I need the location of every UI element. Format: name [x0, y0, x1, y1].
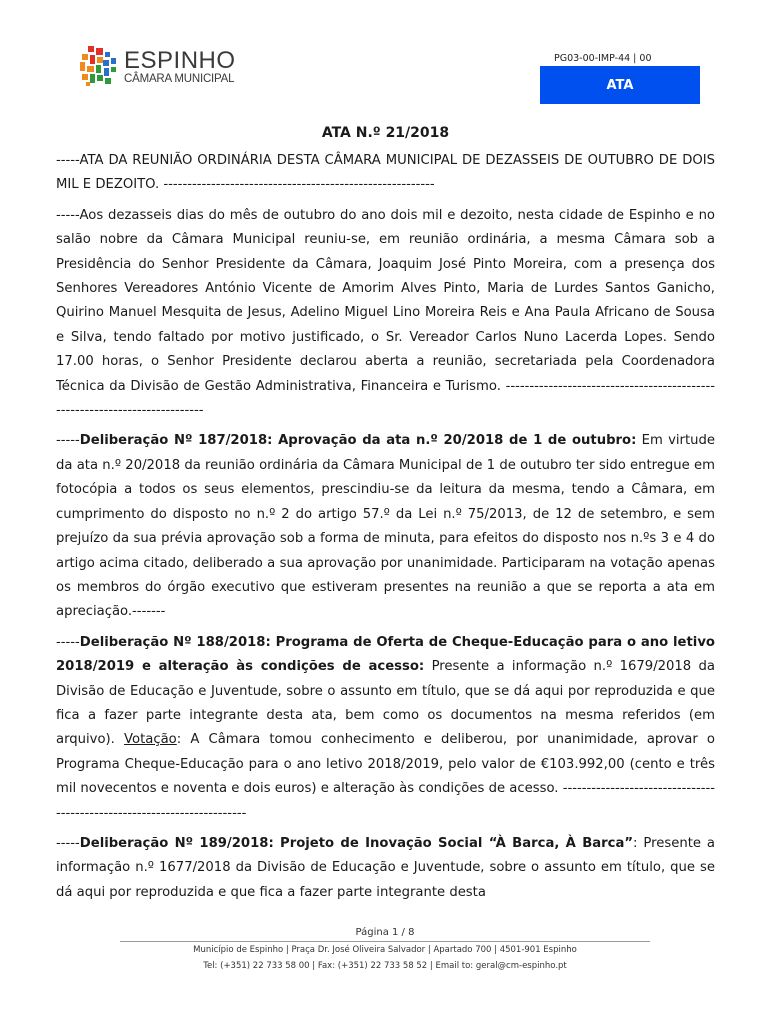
paragraph-meeting-title: -----ATA DA REUNIÃO ORDINÁRIA DESTA CÂMARA MUNICIPAL DE DEZASSEIS DE OUTUBRO DE DOIS MIL E DEZOITO. ---------------------------------------------------------	[56, 153, 715, 193]
deliberation-188	[56, 631, 715, 826]
document-code: PG03-00-IMP-44 | 00	[554, 53, 652, 64]
deliberation-188-text: Presente a informação n.º 1679/2018 da Divisão de Educação e Juventude, sobre o assunto em título, que se dá aqui por reproduzida e que fica a fazer parte integrante desta ata, bem como os documentos na mesma referidos (em arquivo).	[56, 659, 715, 748]
leading-dashes: -----	[56, 433, 80, 449]
paragraph-attendance: -----Aos dezasseis dias do mês de outubro do ano dois mil e dezoito, nesta cidade de Espinho e no salão nobre da Câmara Municipal reuniu-se, em reunião ordinária, a mesma Câmara sob a Presidência do Senhor Presidente da Câmara, Joaquim José Pinto Moreira, com a presença dos Senhores Vereadores António Vicente de Amorim Alves Pinto, Maria de Lurdes Santos Ganicho, Quirino Manuel Mesquita de Jesus, Adelino Miguel Lino Moreira Reis e Ana Paula Africano de Sousa e Silva, tendo faltado por motivo justificado, o Sr. Vereador Carlos Nuno Lacerda Lopes. Sendo 17.00 horas, o Senhor Presidente declarou aberta a reunião, secretariada pela Coordenadora Técnica da Divisão de Gestão Administrativa, Financeira e Turismo. ---------------------------------------------------------------------------	[56, 207, 715, 419]
logo-name: ESPINHO	[124, 46, 236, 74]
deliberation-189-heading: Deliberação Nº 189/2018: Projeto de Inovação Social “À Barca, À Barca”	[79, 835, 634, 851]
deliberation-189-text: : Presente a informação n.º 1677/2018 da Divisão de Educação e Juventude, sobre o assunto em título, que se dá aqui por reproduzida e que fica a fazer parte integrante desta	[56, 835, 715, 900]
municipal-logo-icon	[78, 46, 118, 88]
minutes-body	[56, 125, 715, 911]
leading-dashes: -----	[56, 835, 80, 851]
footer-divider	[120, 941, 650, 942]
deliberation-187	[56, 429, 715, 624]
espinho-logo	[78, 46, 236, 88]
footer-contacts: Tel: (+351) 22 733 58 00 | Fax: (+351) 22 733 58 52 | Email to: geral@cm-espinho.pt	[203, 961, 567, 971]
vote-label: Votação	[124, 732, 177, 748]
minutes-title: ATA N.º 21/2018	[321, 125, 450, 141]
footer-address: Município de Espinho | Praça Dr. José Oliveira Salvador | Apartado 700 | 4501-901 Espinho	[193, 945, 577, 955]
deliberation-187-heading: Deliberação Nº 187/2018: Aprovação da ata n.º 20/2018 de 1 de outubro:	[79, 433, 637, 449]
logo-subtitle: CÂMARA MUNICIPAL	[124, 72, 235, 85]
leading-dashes: -----	[56, 634, 80, 650]
deliberation-188-heading: Deliberação Nº 188/2018: Programa de Oferta de Cheque-Educação para o ano letivo 2018/2019 e alteração às condições de acesso:	[56, 634, 715, 675]
deliberation-187-text: Em virtude da ata n.º 20/2018 da reunião ordinária da Câmara Municipal de 1 de outubro ter sido entregue em fotocópia a todos os seus elementos, prescindiu-se da leitura da mesma, tendo a Câmara, em cumprimento do disposto no n.º 2 do artigo 57.º da Lei n.º 75/2013, de 12 de setembro, e sem prejuízo da sua prévia aprovação sob a forma de minuta, para efeitos do disposto nos n.ºs 3 e 4 do artigo acima citado, deliberado a sua aprovação por unanimidade. Participaram na votação apenas os membros do órgão executivo que estiveram presentes na reunião a que se reporta a ata em apreciação.-------	[56, 433, 715, 620]
page-number: Página 1 / 8	[355, 927, 415, 938]
document-type-badge: ATA	[540, 66, 700, 104]
deliberation-189	[56, 832, 715, 905]
deliberation-188-vote-text: : A Câmara tomou conhecimento e deliberou, por unanimidade, aprovar o Programa Cheque-Educação para o ano letivo 2018/2019, pelo valor de €103.992,00 (cento e três mil novecentos e noventa e dois euros) e alteração às condições de acesso. ------------------------------------------------------------------------	[56, 732, 715, 821]
